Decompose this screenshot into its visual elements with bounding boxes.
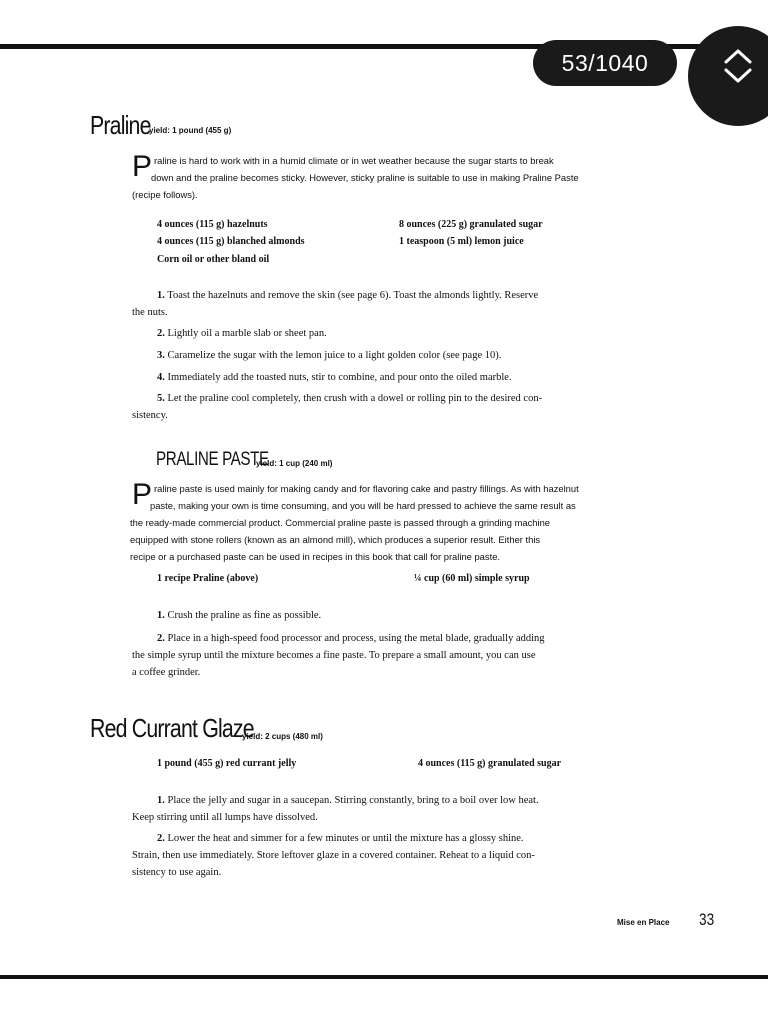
praline-dropcap: P — [132, 150, 153, 183]
praline-paste-yield: yield: 1 cup (240 ml) — [256, 459, 333, 468]
praline-step: 4. Immediately add the toasted nuts, stir to combine, and pour onto the oiled marble. — [157, 372, 512, 383]
praline-ingredient: Corn oil or other bland oil — [157, 254, 270, 265]
praline-step: 1. Toast the hazelnuts and remove the skin (see page 6). Toast the almonds lightly. Reserve — [157, 290, 539, 301]
praline-step: 2. Lightly oil a marble slab or sheet pan. — [157, 328, 327, 339]
praline-ingredient: 1 teaspoon (5 ml) lemon juice — [399, 236, 524, 247]
praline-paste-step: the simple syrup until the mixture becomes a fine paste. To prepare a small amount, you can use — [132, 650, 536, 661]
praline-ingredient: 4 ounces (115 g) hazelnuts — [157, 219, 268, 230]
praline-paste-step: 1. Crush the praline as fine as possible. — [157, 610, 322, 621]
praline-title: Praline — [90, 110, 151, 140]
red-currant-step: Strain, then use immediately. Store leftover glaze in a covered container. Reheat to a liquid con- — [132, 850, 535, 861]
praline-paste-intro-line: raline paste is used mainly for making candy and for flavoring cake and pastry fillings. As with hazelnut — [154, 483, 579, 494]
praline-intro-line: (recipe follows). — [132, 189, 198, 200]
praline-paste-intro-line: equipped with stone rollers (known as an almond mill), which produces a superior result. Either this — [130, 534, 541, 545]
praline-paste-dropcap: P — [132, 478, 153, 511]
red-currant-glaze-title: Red Currant Glaze — [90, 713, 254, 743]
praline-paste-intro-line: recipe or a purchased paste can be used in recipes in this book that call for praline paste. — [130, 551, 501, 562]
praline-step: 3. Caramelize the sugar with the lemon juice to a light golden color (see page 10). — [157, 350, 502, 361]
red-currant-step: 1. Place the jelly and sugar in a saucepan. Stirring constantly, bring to a boil over low heat. — [157, 795, 539, 806]
praline-paste-intro-line: the ready-made commercial product. Commercial praline paste is passed through a grinding machine — [130, 517, 550, 528]
praline-paste-intro-line: paste, making your own is time consuming, and you will be hard pressed to achieve the same result as — [150, 500, 576, 511]
red-currant-step: sistency to use again. — [132, 867, 222, 878]
praline-step: the nuts. — [132, 307, 168, 318]
page-bottom-border — [0, 975, 768, 979]
praline-paste-title: PRALINE PASTE — [156, 449, 269, 470]
red-currant-step: Keep stirring until all lumps have dissolved. — [132, 812, 318, 823]
footer-page-number: 33 — [699, 910, 715, 929]
praline-paste-step: 2. Place in a high-speed food processor and process, using the metal blade, gradually adding — [157, 633, 545, 644]
red-currant-ingredient: 1 pound (455 g) red currant jelly — [157, 758, 297, 769]
chevron-down-icon[interactable] — [718, 64, 758, 88]
praline-ingredient: 8 ounces (225 g) granulated sugar — [399, 219, 543, 230]
red-currant-glaze-yield: yield: 2 cups (480 ml) — [242, 732, 323, 741]
praline-step: sistency. — [132, 410, 168, 421]
book-page — [0, 49, 768, 975]
praline-yield: yield: 1 pound (455 g) — [149, 126, 232, 135]
praline-step: 5. Let the praline cool completely, then crush with a dowel or rolling pin to the desired con- — [157, 393, 543, 404]
footer-section-name: Mise en Place — [617, 918, 670, 927]
page-counter: 53/1040 — [533, 40, 677, 86]
praline-paste-step: a coffee grinder. — [132, 667, 201, 678]
praline-ingredient: 4 ounces (115 g) blanched almonds — [157, 236, 305, 247]
praline-paste-ingredient: 1 recipe Praline (above) — [157, 573, 259, 584]
red-currant-step: 2. Lower the heat and simmer for a few minutes or until the mixture has a glossy shine. — [157, 833, 524, 844]
praline-intro-line: raline is hard to work with in a humid climate or in wet weather because the sugar starts to break — [154, 155, 554, 166]
praline-intro-line: down and the praline becomes sticky. However, sticky praline is suitable to use in making Praline Paste — [151, 172, 579, 183]
red-currant-ingredient: 4 ounces (115 g) granulated sugar — [418, 758, 562, 769]
praline-paste-ingredient: ¼ cup (60 ml) simple syrup — [414, 573, 530, 584]
